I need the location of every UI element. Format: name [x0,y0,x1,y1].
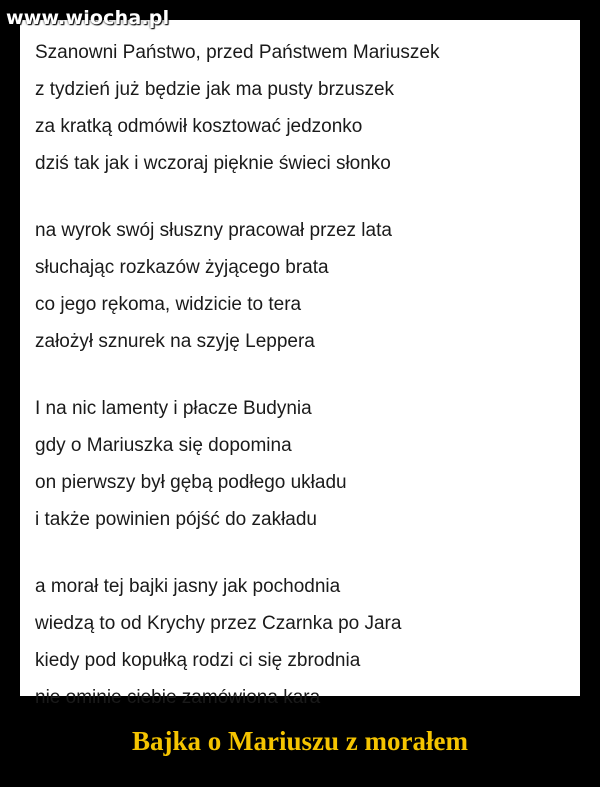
poem-line: kiedy pod kopułką rodzi ci się zbrodnia [35,650,361,671]
poem-line: gdy o Mariuszka się dopomina [35,435,292,456]
poem-line: a morał tej bajki jasny jak pochodnia [35,576,341,597]
poem-line: i także powinien pójść do zakładu [35,509,318,530]
poem-line: Szanowni Państwo, przed Państwem Mariuszek [35,42,440,63]
poem-line: on pierwszy był gębą podłego układu [35,472,347,493]
watermark-logo: www.wiocha.pl [6,7,170,29]
poem-line: założył sznurek na szyję Leppera [35,331,315,352]
poem-panel [20,20,580,708]
poem-line: dziś tak jak i wczoraj pięknie świeci słonko [35,153,391,174]
poem-line: na wyrok swój słuszny pracował przez lata [35,220,392,241]
poem-line: co jego rękoma, widzicie to tera [35,294,302,315]
poem-line: I na nic lamenty i płacze Budynia [35,398,312,419]
poem-line: słuchając rozkazów żyjącego brata [35,257,329,278]
poem-stanza-1 [35,34,580,182]
poem-stanza-4 [35,568,580,716]
caption-title: Bajka o Mariuszu z morałem [132,726,468,756]
poem-line: za kratką odmówił kosztować jedzonko [35,116,363,137]
poem-line: nie ominie ciebie zamówiona kara [35,687,321,708]
poem-line: z tydzień już będzie jak ma pusty brzuszek [35,79,395,100]
poem-stanza-3 [35,390,580,538]
poem-line: wiedzą to od Krychy przez Czarnka po Jara [35,613,402,634]
poem-stanza-2 [35,212,580,360]
